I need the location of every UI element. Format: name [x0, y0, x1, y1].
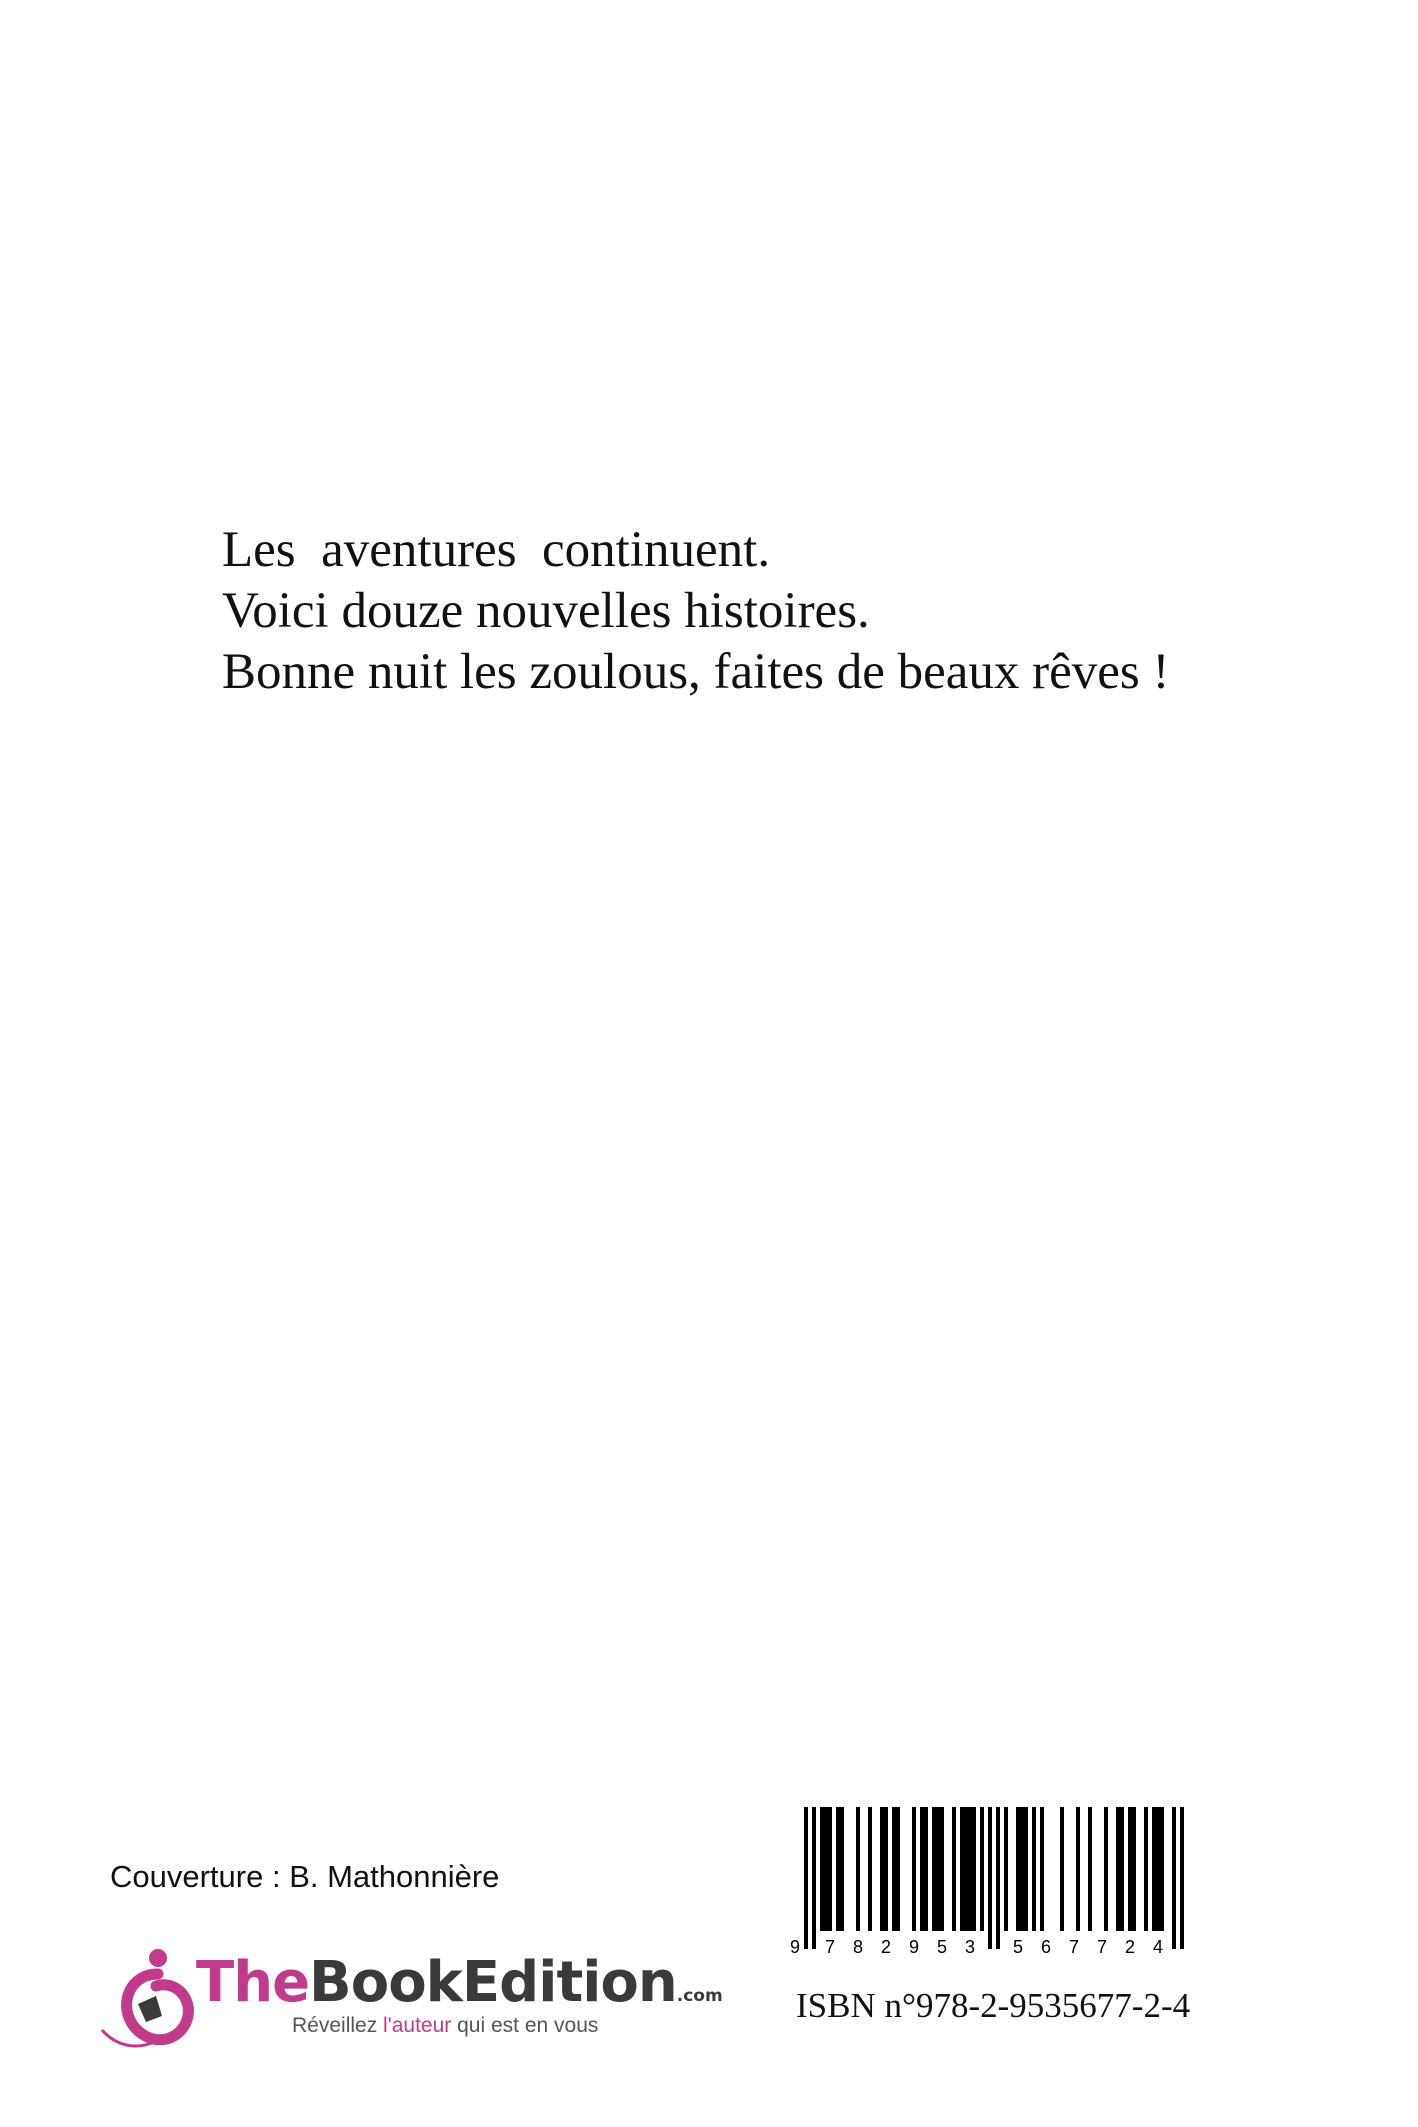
barcode-guard-bar	[804, 1807, 808, 1949]
barcode-bar	[1104, 1807, 1108, 1931]
barcode-bar	[980, 1807, 984, 1931]
barcode-bar	[880, 1807, 888, 1931]
publisher-logo-icon	[96, 1946, 196, 2066]
back-cover-blurb	[222, 520, 1169, 703]
barcode-bar	[836, 1807, 844, 1931]
barcode-bar	[920, 1807, 928, 1931]
barcode-bar	[868, 1807, 872, 1931]
barcode-bar	[820, 1807, 832, 1931]
barcode-bar	[1060, 1807, 1064, 1931]
barcode-bar	[1088, 1807, 1092, 1931]
tagline-before: Réveillez	[292, 2014, 384, 2037]
barcode-guard-bar	[1180, 1807, 1184, 1949]
barcode-graphic	[790, 1805, 1210, 1965]
barcode-digit: 7	[1068, 1937, 1080, 1957]
barcode-guard-bar	[1172, 1807, 1176, 1949]
barcode-digit: 5	[936, 1937, 948, 1957]
barcode-digit: 9	[908, 1937, 920, 1957]
barcode-bar	[952, 1807, 956, 1931]
blurb-line-2: Voici douze nouvelles histoires.	[222, 583, 870, 639]
barcode-digit: 3	[964, 1937, 976, 1957]
barcode-bar	[932, 1807, 944, 1931]
blurb-line-1: Les aventures continuent.	[222, 522, 771, 578]
barcode-guard-bar	[988, 1807, 992, 1949]
isbn-barcode	[790, 1805, 1210, 1965]
barcode-bar	[1144, 1807, 1148, 1931]
barcode-guard-bar	[812, 1807, 816, 1949]
barcode-digit: 4	[1152, 1937, 1164, 1957]
barcode-bar	[892, 1807, 900, 1931]
brand-domain: .com	[676, 1986, 723, 2006]
barcode-bar	[1116, 1807, 1124, 1931]
barcode-bar	[1032, 1807, 1036, 1931]
publisher-logo	[96, 1946, 723, 2066]
barcode-bar	[1076, 1807, 1080, 1931]
barcode-bar	[1128, 1807, 1136, 1931]
barcode-digit: 2	[1124, 1937, 1136, 1957]
barcode-bar	[856, 1807, 860, 1931]
tagline-after: qui est en vous	[451, 2014, 599, 2037]
barcode-digit: 8	[852, 1937, 864, 1957]
barcode-bar	[960, 1807, 976, 1931]
barcode-digit: 7	[1096, 1937, 1108, 1957]
isbn-number: ISBN n°978-2-9535677-2-4	[796, 1986, 1191, 2025]
barcode-bar	[1152, 1807, 1164, 1931]
barcode-bar	[1004, 1807, 1008, 1931]
barcode-digit: 6	[1040, 1937, 1052, 1957]
barcode-digit: 5	[1012, 1937, 1024, 1957]
barcode-digit: 9	[790, 1937, 801, 1957]
brand-book-edition: BookEdition	[309, 1950, 677, 2015]
barcode-guard-bar	[996, 1807, 1000, 1949]
barcode-digit: 2	[880, 1937, 892, 1957]
publisher-tagline	[292, 2014, 598, 2038]
blurb-line-3: Bonne nuit les zoulous, faites de beaux rêves !	[222, 644, 1170, 700]
cover-credit: Couverture : B. Mathonnière	[110, 1859, 500, 1894]
barcode-digit: 7	[824, 1937, 836, 1957]
tagline-highlight: l'auteur	[383, 2014, 452, 2037]
barcode-bar	[912, 1807, 916, 1931]
brand-the: The	[196, 1950, 310, 2015]
barcode-bar	[1016, 1807, 1028, 1931]
barcode-bar	[1040, 1807, 1044, 1931]
